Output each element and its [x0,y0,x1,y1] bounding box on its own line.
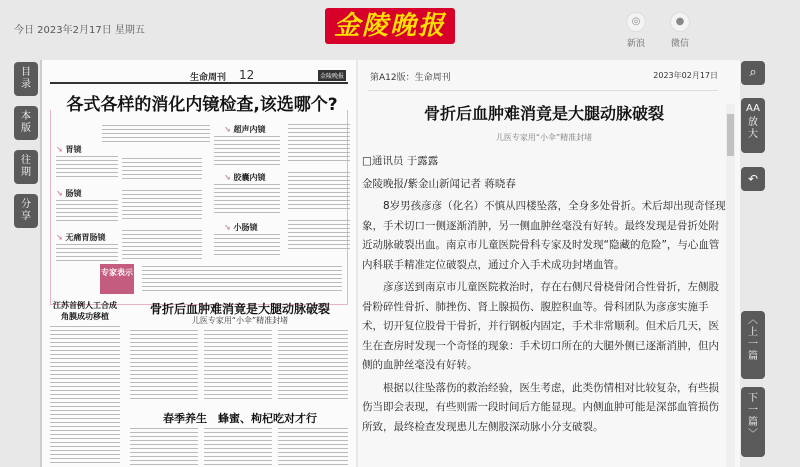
paper-subhead: ↘ 胃镜 [56,144,82,155]
paper-headline[interactable]: 各式各样的消化内镜检查,该选哪个? [66,95,338,115]
nav-share-button[interactable] [14,194,38,228]
chevron-up-icon: ︿ [748,315,758,326]
text-column [278,428,348,466]
text-column [204,428,272,466]
expert-badge: 专家表示 [100,264,134,294]
paper-subhead: ↘ 超声内镜 [224,124,266,135]
paper-subhead: ↘ 肠镜 [56,188,82,199]
article-scrollbar[interactable] [726,104,735,467]
prev-article-button[interactable] [741,311,765,379]
newspaper-page-image[interactable] [40,60,356,467]
article-subtitle: 儿医专家用“小伞”精准封堵 [495,133,593,142]
text-column [288,220,350,250]
nav-catalog-button[interactable] [14,62,38,96]
side-article-title[interactable]: 江苏首例人工合成角膜成功移植 [53,300,117,321]
share-weibo-label: 新浪 [626,39,645,49]
nav-past-issues-button[interactable] [14,150,38,184]
article-page-label: 第A12版：生命周刊 [370,73,451,83]
scrollbar-thumb[interactable] [727,114,734,156]
text-column [122,158,202,180]
article-byline: 金陵晚报/紫金山新闻记者 蒋晓春 [362,177,516,190]
zoom-in-button[interactable] [741,98,765,153]
next-article-button[interactable] [741,387,765,457]
top-bar [0,0,800,60]
article-body [362,100,726,440]
paper-article-subtitle: 儿医专家用“小伞”精准封堵 [191,316,289,325]
divider [368,90,718,91]
text-column [288,124,350,164]
nav-catalog-label: 目录 [21,67,31,90]
logo[interactable]: 金陵晚报 [325,8,455,44]
article-paragraph: 根据以往坠落伤的救治经验，医生考虑，此类伤情相对比较复杂，有些损伤当即会表现，有些则需一段时间后方能显现。内侧血肿可能是深部血管损伤所致，最终检查发现患儿左侧股深动脉小分支破裂。 [362,381,719,433]
article-paragraph: 彦彦送到南京市儿童医院救治时，存在右侧尺骨桡骨闭合性骨折，左侧股骨粉碎性骨折、肺挫伤、肾上腺损伤、腹腔积血等。骨科团队为彦彦实施手术，切开复位股骨干骨折，并行钢板内固定，手术非常顺利。但术后几天，医生在查房时发现一个奇怪的现象：手术切口所在的大腿外侧已逐渐消肿，但内侧的血肿丝毫没有好转。 [362,281,719,371]
text-column [130,428,198,466]
nav-this-edition-button[interactable] [14,106,38,140]
text-column [288,172,350,212]
paper-subhead: ↘ 胶囊内镜 [224,172,266,183]
text-column [278,330,348,402]
nav-share-label: 分享 [21,199,31,222]
text-column [214,184,280,214]
font-size-icon: AA [746,103,760,114]
text-column [56,200,118,224]
article-byline: □通讯员 于露露 [362,155,439,167]
paper-section: 生命周刊 [190,73,227,83]
article-panel [358,60,740,467]
text-column [102,125,210,145]
text-column [56,156,118,180]
nav-this-edition-label: 本版 [21,111,31,134]
share-wechat[interactable] [665,12,695,49]
today-date: 今日 2023年2月17日 星期五 [14,25,145,36]
chevron-down-icon: ﹀ [748,429,758,440]
text-column [122,190,202,220]
wechat-icon: ● [670,12,690,32]
text-column [214,234,280,256]
nav-past-issues-label: 往期 [21,155,31,178]
article-title: 骨折后血肿难消竟是大腿动脉破裂 [423,104,664,123]
text-column [130,330,198,402]
text-column [142,266,342,292]
text-column [214,136,280,166]
text-column [56,244,118,262]
paper-article-title[interactable]: 骨折后血肿难消竟是大腿动脉破裂 [149,302,330,316]
weibo-icon: ◎ [626,12,646,32]
article-paragraph: 8岁男孩彦彦（化名）不慎从四楼坠落，全身多处骨折。术后却出现奇怪现象，手术切口一侧逐渐消肿，另一侧血肿丝毫没有好转。最终发现是骨折处附近动脉破裂出血。南京市儿童医院骨科专家及时发现“隐藏的危险”，与心血管内科联手精准定位破裂点，通过介入手术成功封堵血管。 [362,200,726,271]
paper-tag: 金陵晚报 [318,70,346,81]
zoom-label: 放大 [748,117,758,140]
article-date: 2023年02月17日 [653,71,718,80]
share-wechat-label: 微信 [670,39,689,49]
paper-subhead: ↘ 小肠镜 [224,222,258,233]
paper-bottom-title[interactable]: 春季养生 蜂蜜、枸杞吃对才行 [163,412,317,425]
text-column [50,326,120,466]
search-icon: ⌕ [749,65,757,80]
back-button[interactable] [741,167,765,191]
prev-article-label: 上一篇 [748,327,758,362]
search-button[interactable] [741,61,765,85]
next-article-label: 下一篇 [748,393,758,428]
share-weibo[interactable] [621,12,651,49]
text-column [204,330,272,402]
paper-page-number: 12 [239,68,255,82]
paper-subhead: ↘ 无痛胃肠镜 [56,232,106,243]
text-column [122,230,202,260]
back-icon: ↶ [747,172,759,186]
